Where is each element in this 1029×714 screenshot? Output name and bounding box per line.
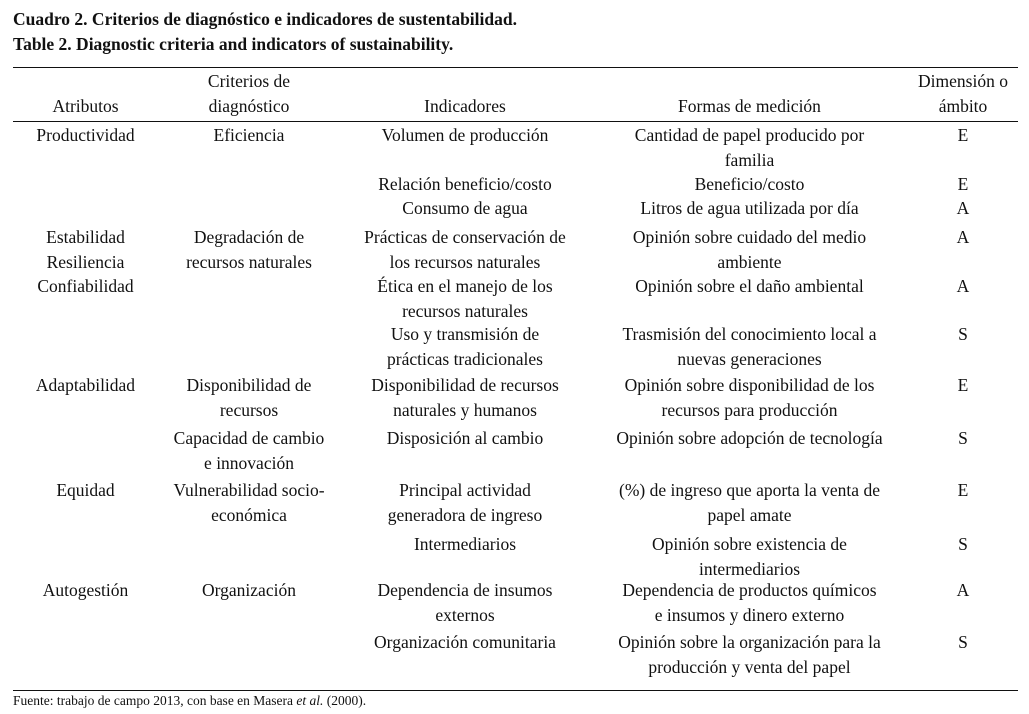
- dimension-cell: E: [957, 125, 969, 145]
- indicador-cell: Organización comunitaria: [374, 632, 556, 652]
- criterio-cell: Disponibilidad de recursos: [186, 375, 312, 420]
- dimension-cell: E: [957, 174, 969, 194]
- dimension-cell: A: [956, 276, 970, 296]
- source-footnote: Fuente: trabajo de campo 2013, con base en Masera et al. (2000).: [13, 693, 367, 708]
- dimension-cell: E: [957, 375, 969, 395]
- medicion-cell: Opinión sobre adopción de tecnología: [616, 428, 883, 448]
- criterio-cell: Organización: [202, 580, 296, 600]
- header-indicadores: Indicadores: [424, 96, 506, 116]
- medicion-cell: Trasmisión del conocimiento local a nuevas generaciones: [622, 324, 877, 369]
- atributo-cell: Confiabilidad: [37, 276, 134, 296]
- dimension-cell: A: [956, 580, 970, 600]
- medicion-cell: Opinión sobre cuidado del medio ambiente: [632, 227, 867, 272]
- indicador-cell: Intermediarios: [413, 534, 517, 554]
- atributo-cell: Estabilidad: [46, 227, 125, 247]
- medicion-cell: Dependencia de productos químicos e insumos y dinero externo: [622, 580, 877, 625]
- table-title-en: Table 2. Diagnostic criteria and indicators of sustainability.: [13, 34, 454, 54]
- bottom-rule: [13, 690, 1018, 691]
- atributo-cell: Productividad: [36, 125, 135, 145]
- indicador-cell: Principal actividad generadora de ingreso: [387, 480, 543, 525]
- atributo-cell: Autogestión: [42, 580, 129, 600]
- criterio-cell: Degradación de recursos naturales: [186, 227, 312, 272]
- medicion-cell: Opinión sobre disponibilidad de los recursos para producción: [624, 375, 875, 420]
- dimension-cell: A: [956, 227, 970, 247]
- criterio-cell: Capacidad de cambio e innovación: [173, 428, 325, 473]
- header-atributos: Atributos: [52, 96, 119, 116]
- dimension-cell: S: [958, 534, 968, 554]
- medicion-cell: (%) de ingreso que aporta la venta de papel amate: [619, 480, 880, 525]
- medicion-cell: Cantidad de papel producido por familia: [634, 125, 865, 170]
- indicador-cell: Ética en el manejo de los recursos naturales: [377, 276, 553, 321]
- medicion-cell: Litros de agua utilizada por día: [640, 198, 859, 218]
- atributo-cell: Equidad: [56, 480, 115, 500]
- dimension-cell: E: [957, 480, 969, 500]
- indicador-cell: Disposición al cambio: [386, 428, 544, 448]
- atributo-cell: Adaptabilidad: [35, 375, 136, 395]
- dimension-cell: S: [958, 428, 968, 448]
- medicion-cell: Opinión sobre el daño ambiental: [635, 276, 864, 296]
- header-formas-medicion: Formas de medición: [678, 96, 821, 116]
- dimension-cell: S: [958, 632, 968, 652]
- indicador-cell: Consumo de agua: [402, 198, 528, 218]
- header-dimension: Dimensión o ámbito: [918, 71, 1008, 116]
- criterio-cell: Eficiencia: [213, 125, 285, 145]
- indicador-cell: Relación beneficio/costo: [378, 174, 552, 194]
- medicion-cell: Beneficio/costo: [694, 174, 805, 194]
- header-rule: [13, 121, 1018, 122]
- medicion-cell: Opinión sobre existencia de intermediarios: [652, 534, 847, 579]
- medicion-cell: Opinión sobre la organización para la producción y venta del papel: [618, 632, 881, 677]
- top-rule: [13, 67, 1018, 68]
- dimension-cell: A: [956, 198, 970, 218]
- indicador-cell: Disponibilidad de recursos naturales y humanos: [371, 375, 559, 420]
- indicador-cell: Prácticas de conservación de los recursos naturales: [364, 227, 566, 272]
- dimension-cell: S: [958, 324, 968, 344]
- atributo-cell: Resiliencia: [46, 252, 125, 272]
- header-criterios: Criterios de diagnóstico: [207, 71, 291, 116]
- criterio-cell: Vulnerabilidad socio- económica: [173, 480, 325, 525]
- indicador-cell: Uso y transmisión de prácticas tradicionales: [387, 324, 543, 369]
- indicador-cell: Volumen de producción: [381, 125, 549, 145]
- indicador-cell: Dependencia de insumos externos: [377, 580, 553, 625]
- table-title-es: Cuadro 2. Criterios de diagnóstico e indicadores de sustentabilidad.: [13, 9, 517, 29]
